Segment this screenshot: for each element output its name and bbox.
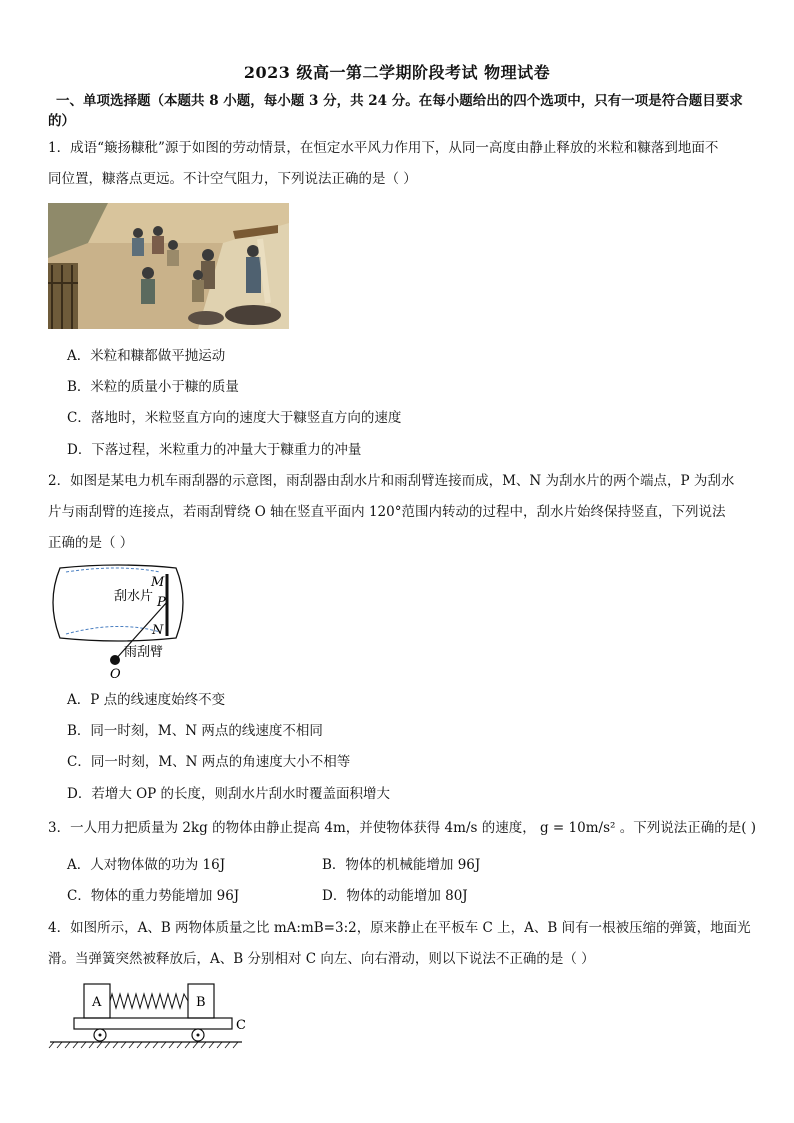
q1-option-c: C．落地时，米粒竖直方向的速度大于糠竖直方向的速度	[67, 410, 402, 426]
q4-label-a: A	[92, 995, 102, 1010]
section1-heading-line2: 的）	[48, 113, 75, 129]
q2-wiper-diagram	[48, 560, 188, 680]
q1-line1: 1．成语“簸扬糠秕”源于如图的劳动情景，在恒定水平风力作用下，从同一高度由静止释放的米粒和糠落到地面不	[48, 140, 719, 156]
q2-label-p: P	[157, 595, 166, 610]
q1-painting-image	[48, 203, 289, 329]
q4-label-c: C	[236, 1018, 246, 1033]
page-title: 2023 级高一第二学期阶段考试 物理试卷	[243, 63, 551, 82]
q2-label-blade: 刮水片	[114, 589, 154, 604]
q1-option-b: B．米粒的质量小于糠的质量	[67, 379, 239, 395]
q2-option-a: A．P 点的线速度始终不变	[67, 692, 226, 708]
q2-line1: 2．如图是某电力机车雨刮器的示意图，雨刮器由刮水片和雨刮臂连接而成，M、N 为刮水片的两个端点，P 为刮水	[48, 473, 735, 489]
q2-label-m: M	[151, 575, 165, 590]
q4-label-b: B	[196, 995, 206, 1010]
q4-line2: 滑。当弹簧突然被释放后，A、B 分别相对 C 向左、向右滑动，则以下说法不正确的是（ ）	[48, 951, 595, 967]
q2-option-d: D．若增大 OP 的长度，则刮水片刮水时覆盖面积增大	[67, 786, 391, 802]
q1-option-a: A．米粒和糠都做平抛运动	[67, 348, 226, 364]
q1-line2: 同位置，糠落点更远。不计空气阻力，下列说法正确的是（ ）	[48, 171, 417, 187]
q3-line1: 3．一人用力把质量为 2kg 的物体由静止提高 4m，并使物体获得 4m/s 的速度， g = 10m/s² 。下列说法正确的是( )	[48, 820, 757, 836]
q2-line2: 片与雨刮臂的连接点，若雨刮臂绕 O 轴在竖直平面内 120°范围内转动的过程中，刮水片始终保持竖直，下列说法	[48, 504, 726, 520]
q2-label-arm: 雨刮臂	[124, 645, 164, 660]
q2-line3: 正确的是（ ）	[48, 535, 134, 551]
q2-option-c: C．同一时刻，M、N 两点的角速度大小不相等	[67, 754, 351, 770]
q3-option-d: D．物体的动能增加 80J	[322, 888, 468, 904]
q3-option-c: C．物体的重力势能增加 96J	[67, 888, 240, 904]
q3-option-a: A．人对物体做的功为 16J	[67, 857, 226, 873]
q3-option-b: B．物体的机械能增加 96J	[322, 857, 481, 873]
q4-line1: 4．如图所示，A、B 两物体质量之比 mA:mB=3:2，原来静止在平板车 C 上，A、B 间有一根被压缩的弹簧，地面光	[48, 920, 751, 936]
section1-heading-line1: 一、单项选择题（本题共 8 小题，每小题 3 分，共 24 分。在每小题给出的四个选项中，只有一项是符合题目要求	[56, 93, 743, 109]
q2-label-n: N	[152, 623, 164, 638]
q1-option-d: D．下落过程，米粒重力的冲量大于糠重力的冲量	[67, 442, 362, 458]
q2-option-b: B．同一时刻，M、N 两点的线速度不相同	[67, 723, 323, 739]
q4-cart-diagram	[48, 978, 248, 1050]
q2-label-o: O	[110, 667, 121, 680]
